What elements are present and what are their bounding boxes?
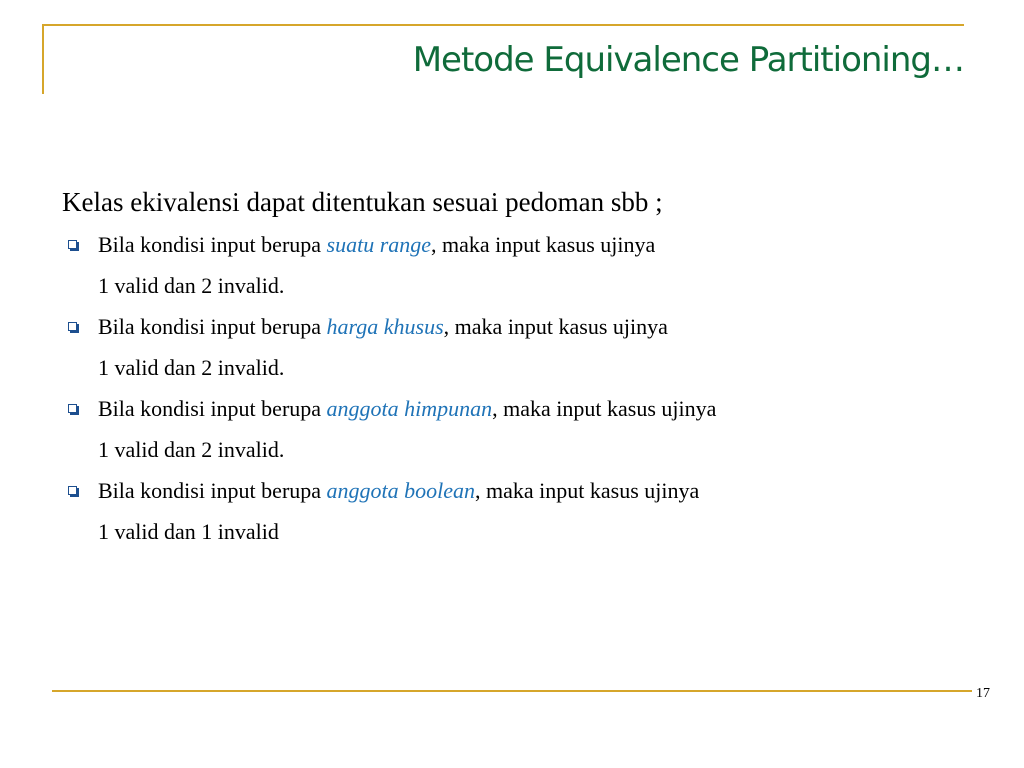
bullet-prefix: Bila kondisi input berupa [98, 314, 327, 339]
top-frame-line [42, 24, 964, 26]
square-bullet-icon [68, 404, 77, 413]
bullet-continuation-2: 1 valid dan 2 invalid. [98, 355, 285, 380]
bullet-suffix: , maka input kasus ujinya [475, 478, 700, 503]
highlight-term: anggota himpunan [326, 396, 493, 421]
bullet-continuation-1: 1 valid dan 2 invalid. [98, 273, 285, 298]
footer-line [52, 690, 972, 692]
page-number: 17 [976, 686, 990, 701]
square-bullet-icon [68, 486, 77, 495]
highlight-term: anggota boolean [326, 478, 476, 503]
highlight-term: suatu range [326, 232, 432, 257]
bullet-item-1 [62, 224, 982, 265]
bullet-item-2 [62, 306, 982, 347]
bullet-item-3 [62, 388, 982, 429]
bullet-prefix: Bila kondisi input berupa [98, 478, 327, 503]
bullet-continuation-4: 1 valid dan 1 invalid [98, 519, 279, 544]
bullet-suffix: , maka input kasus ujinya [492, 396, 717, 421]
bullet-prefix: Bila kondisi input berupa [98, 396, 327, 421]
slide-title: Metode Equivalence Partitioning… [412, 40, 964, 80]
square-bullet-icon [68, 240, 77, 249]
slide-content [62, 182, 982, 552]
highlight-term: harga khusus [326, 314, 444, 339]
square-bullet-icon [68, 322, 77, 331]
left-frame-line [42, 24, 44, 94]
bullet-item-4 [62, 470, 982, 511]
intro-text: Kelas ekivalensi dapat ditentukan sesuai pedoman sbb ; [62, 187, 663, 217]
bullet-suffix: , maka input kasus ujinya [431, 232, 656, 257]
bullet-continuation-3: 1 valid dan 2 invalid. [98, 437, 285, 462]
bullet-prefix: Bila kondisi input berupa [98, 232, 327, 257]
bullet-suffix: , maka input kasus ujinya [443, 314, 668, 339]
